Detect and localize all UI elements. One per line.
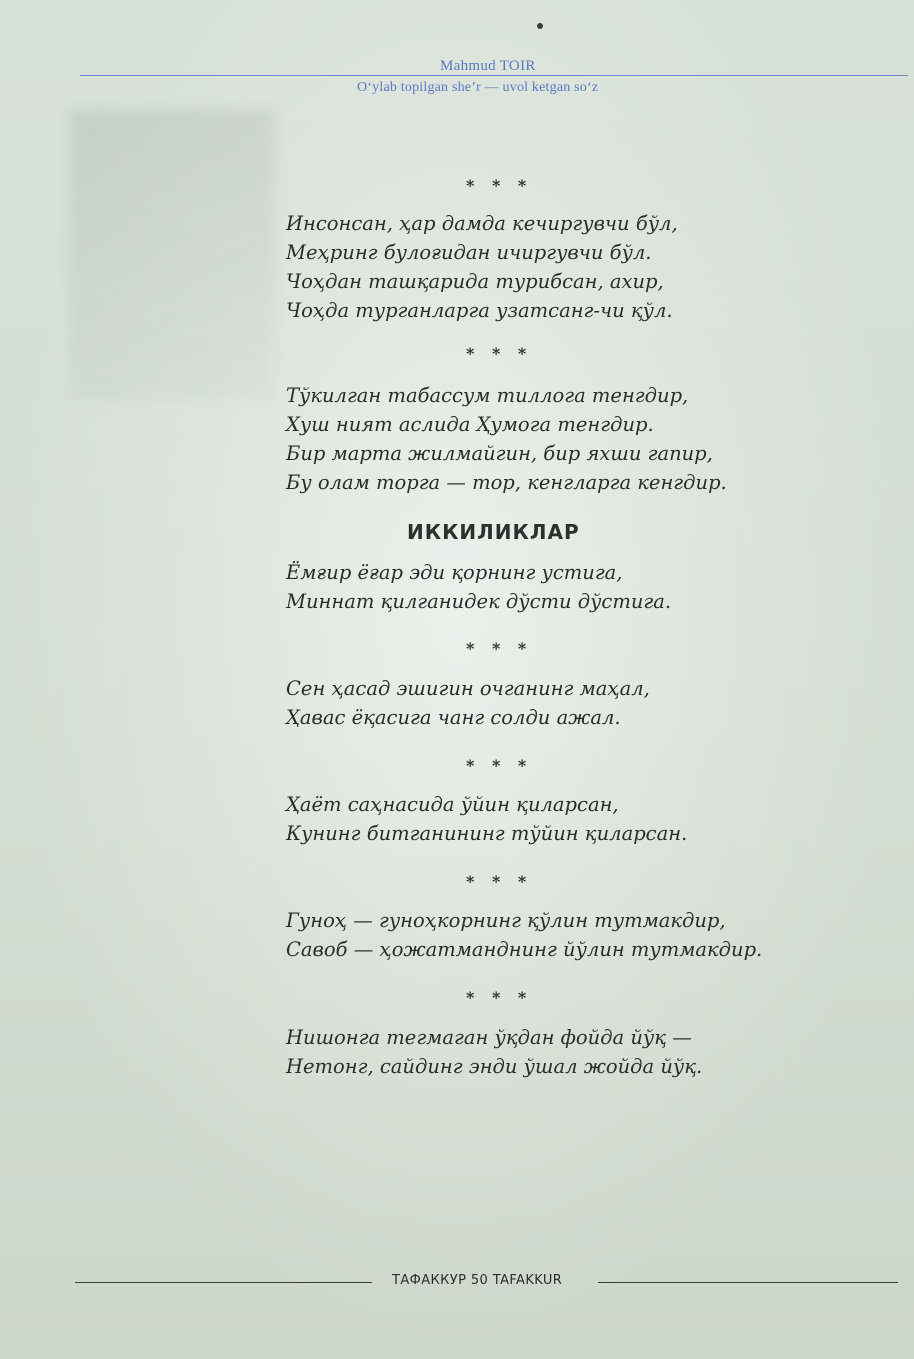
verse-line: Кунинг битганининг тўйин қиларсан. [286, 822, 688, 845]
page-footer [0, 1271, 914, 1295]
verse-line: Чоҳда турганларга узатсанг-чи қўл. [286, 299, 673, 322]
verse-line: Инсонсан, ҳар дамда кечиргувчи бўл, [286, 212, 678, 235]
verse-line: Гуноҳ — гуноҳкорнинг қўлин тутмакдир, [286, 909, 726, 932]
stanza-separator: * * * [466, 344, 533, 363]
section-title: ИККИЛИКЛАР [407, 520, 580, 544]
footer-folio: ТАФАККУР 50 TAFAKKUR [392, 1273, 563, 1288]
stanza-separator: * * * [466, 988, 533, 1007]
verse-line: Ҳавас ёқасига чанг солди ажал. [286, 706, 621, 729]
verse-line: Нетонг, сайдинг энди ўшал жойда йўқ. [286, 1055, 703, 1078]
footer-rule-right [598, 1282, 898, 1283]
verse-line: Сен ҳасад эшигин очганинг маҳал, [286, 677, 650, 700]
verse-line: Чоҳдан ташқарида турибсан, ахир, [286, 270, 664, 293]
verse-line: Бир марта жилмайгин, бир яхши гапир, [286, 442, 713, 465]
stanza [286, 674, 650, 732]
footer-rule-left [75, 1282, 372, 1283]
stanza [286, 1023, 702, 1081]
stanza-separator: * * * [466, 176, 533, 195]
verse-line: Нишонга тегмаган ўқдан фойда йўқ — [286, 1026, 692, 1049]
stanza-separator: * * * [466, 756, 533, 775]
verse-line: Савоб — ҳожатманднинг йўлин тутмакдир. [286, 938, 763, 961]
header-author: Mahmud TOIR [440, 58, 536, 74]
verse-line: Тўкилган табассум тиллога тенгдир, [286, 384, 689, 407]
stanza-separator: * * * [466, 872, 533, 891]
stanza-separator: * * * [466, 639, 533, 658]
header-subtitle: O‘ylab topilgan she’r — uvol ketgan so‘z [357, 80, 599, 95]
verse-line: Меҳринг булоғидан ичиргувчи бўл. [286, 241, 652, 264]
verse-line: Ҳаёт саҳнасида ўйин қиларсан, [286, 793, 619, 816]
verse-line: Хуш ният аслида Ҳумога тенгдир. [286, 413, 654, 436]
stanza [286, 558, 671, 616]
stanza [286, 906, 762, 964]
verse-line: Ёмғир ёғар эди қорнинг устига, [286, 561, 623, 584]
verse-line: Миннат қилганидек дўсти дўстига. [286, 590, 672, 613]
stanza [286, 790, 687, 848]
verse-line: Бу олам торга — тор, кенгларга кенгдир. [286, 471, 727, 494]
stanza [286, 381, 727, 497]
stanza [286, 209, 678, 325]
